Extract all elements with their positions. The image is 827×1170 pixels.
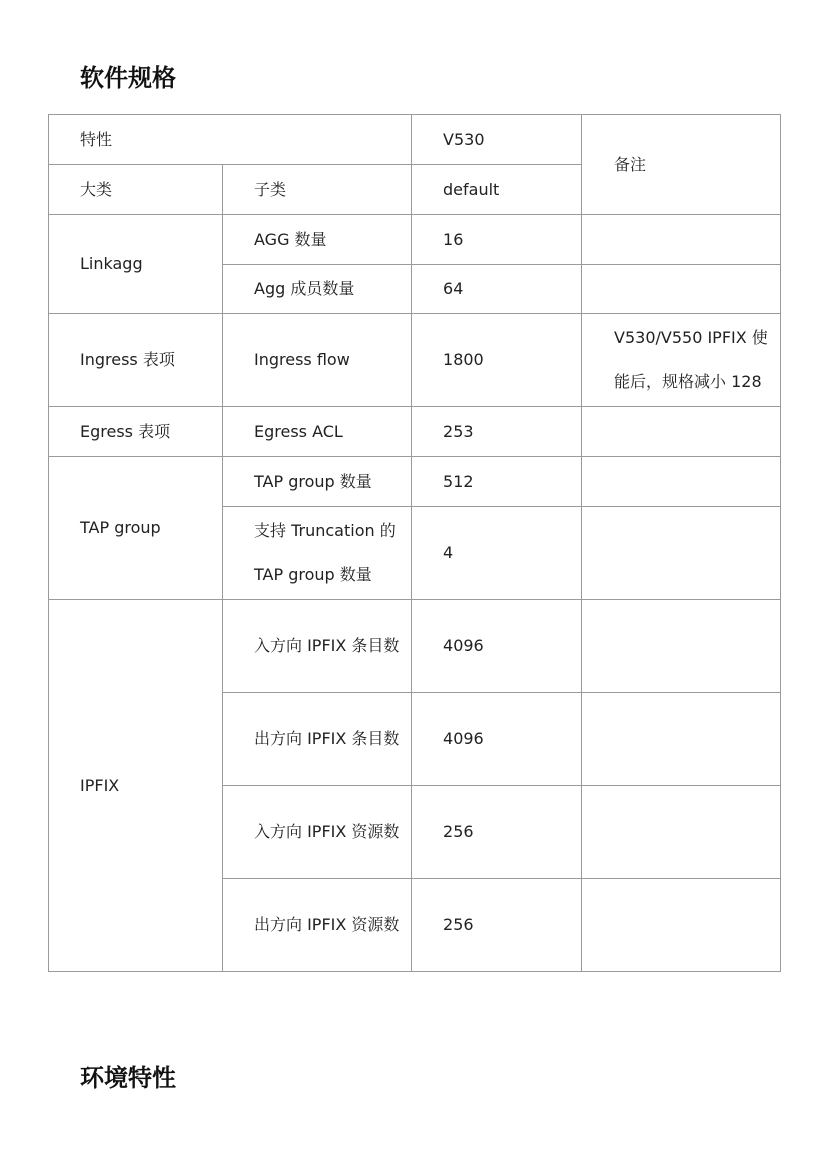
header-category: 大类: [49, 165, 223, 215]
category-cell: Ingress 表项: [49, 314, 223, 407]
subcategory-cell: 出方向 IPFIX 资源数: [223, 879, 412, 972]
remark-cell: [582, 600, 781, 693]
remark-cell: [582, 215, 781, 265]
value-cell: 4096: [412, 693, 582, 786]
value-cell: 256: [412, 786, 582, 879]
header-default: default: [412, 165, 582, 215]
category-cell: Linkagg: [49, 215, 223, 314]
value-cell: 253: [412, 407, 582, 457]
header-version: V530: [412, 115, 582, 165]
category-cell: TAP group: [49, 457, 223, 600]
software-spec-table: [48, 114, 781, 972]
value-cell: 16: [412, 215, 582, 265]
remark-cell: [582, 265, 781, 314]
remark-cell: [582, 786, 781, 879]
subcategory-cell: 支持 Truncation 的 TAP group 数量: [223, 507, 412, 600]
category-cell: IPFIX: [49, 600, 223, 972]
subcategory-cell: 入方向 IPFIX 条目数: [223, 600, 412, 693]
header-subcategory: 子类: [223, 165, 412, 215]
value-cell: 64: [412, 265, 582, 314]
header-remark: 备注: [582, 115, 781, 215]
subcategory-cell: Ingress flow: [223, 314, 412, 407]
header-feature: 特性: [49, 115, 412, 165]
value-cell: 4: [412, 507, 582, 600]
table-row: [49, 407, 781, 457]
remark-cell: V530/V550 IPFIX 使能后，规格减小 128: [582, 314, 781, 407]
section-title-software-spec: 软件规格: [80, 64, 176, 92]
value-cell: 512: [412, 457, 582, 507]
value-cell: 256: [412, 879, 582, 972]
value-cell: 1800: [412, 314, 582, 407]
remark-cell: [582, 407, 781, 457]
subcategory-cell: AGG 数量: [223, 215, 412, 265]
subcategory-cell: 出方向 IPFIX 条目数: [223, 693, 412, 786]
table-row: [49, 600, 781, 693]
subcategory-cell: TAP group 数量: [223, 457, 412, 507]
category-cell: Egress 表项: [49, 407, 223, 457]
section-title-environment: 环境特性: [80, 1064, 176, 1092]
remark-cell: [582, 507, 781, 600]
table-row: [49, 457, 781, 507]
subcategory-cell: 入方向 IPFIX 资源数: [223, 786, 412, 879]
table-row: [49, 215, 781, 265]
subcategory-cell: Egress ACL: [223, 407, 412, 457]
table-row: [49, 314, 781, 407]
subcategory-cell: Agg 成员数量: [223, 265, 412, 314]
table-header-row: [49, 115, 781, 165]
remark-cell: [582, 879, 781, 972]
remark-cell: [582, 693, 781, 786]
value-cell: 4096: [412, 600, 582, 693]
remark-cell: [582, 457, 781, 507]
